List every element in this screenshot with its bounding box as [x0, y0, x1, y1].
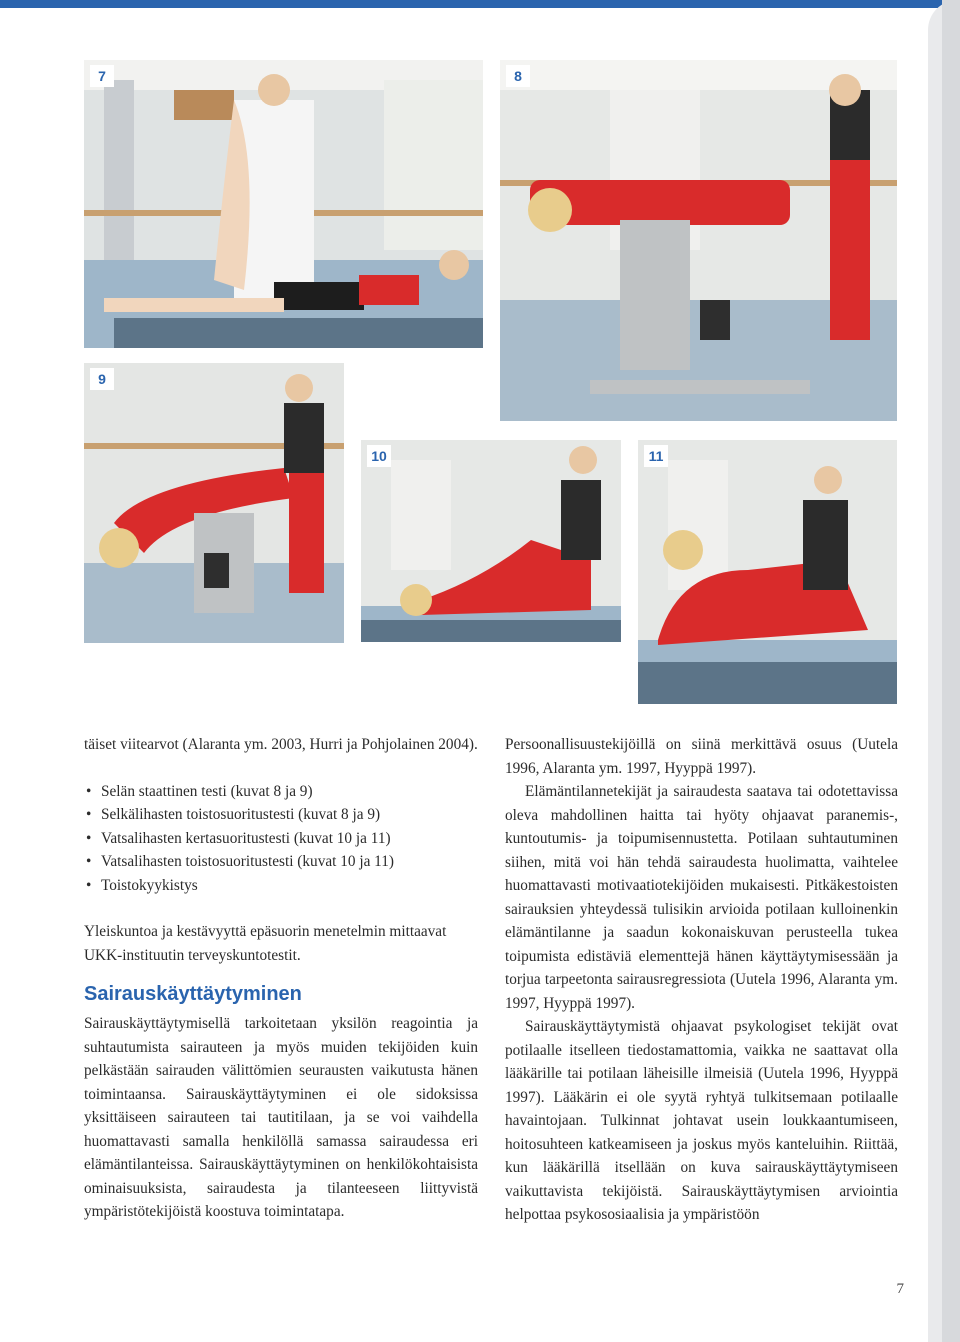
photo-8-illustration — [500, 60, 897, 421]
list-item: • Selkälihasten toistosuoritustesti (kuvat 8 ja 9) — [86, 806, 381, 823]
photo-7 — [84, 60, 483, 348]
list-item: • Vatsalihasten toistosuoritustesti (kuvat 10 ja 11) — [86, 853, 395, 870]
fitness-paragraph: Yleiskuntoa ja kestävyyttä epäsuorin menetelmin mittaavat UKK-instituutin terveyskuntotestit. — [84, 923, 447, 964]
right-paragraph-2: Elämäntilannetekijät ja sairaudesta saatava tai odotettavissa oleva mahdollinen haitta tai hyöty ohjaavat paranemis-, kuntoutumis- ja toipumisennustetta. Potilaan suhtautuminen siihen, mitä voi hän tehdä sairaudesta huolimatta, vaihtelee huomattavasti motivaatiotekijöiden mukaisesti. Pitkäkestoisten sairauksien yhteydessä tulisikin arvioida potilaan kulloinenkin elämäntilanne ja saadun kokonaiskuvan perusteella tukea toipumista edistäviä elementtejä hänen käyttäytymisessään ja torjua tarpeetonta sairausregressiota (Uutela 1996, Alaranta ym. 1997, Hyyppä 1997). — [505, 783, 898, 1012]
test-list — [84, 780, 478, 898]
photo-8 — [500, 60, 897, 421]
right-column — [505, 733, 898, 1227]
list-item: • Vatsalihasten kertasuoritustesti (kuvat 10 ja 11) — [86, 829, 391, 847]
photo-9 — [84, 363, 344, 643]
photo-11 — [638, 440, 897, 704]
top-accent-bar — [0, 0, 960, 8]
photo-7-number: 7 — [90, 65, 114, 87]
photo-8-number: 8 — [506, 65, 530, 87]
intro-paragraph: täiset viitearvot (Alaranta ym. 2003, Hurri ja Pohjolainen 2004). — [84, 736, 478, 753]
photo-10-illustration — [361, 440, 621, 642]
list-item: • Toistokyykistys — [86, 876, 198, 894]
photo-11-illustration — [638, 440, 897, 704]
photo-11-number: 11 — [644, 445, 668, 467]
right-paragraph-1: Persoonallisuustekijöillä on siinä merkittävä osuus (Uutela 1996, Alaranta ym. 1997, Hyyppä 1997). — [505, 736, 898, 777]
section-heading: Sairauskäyttäytyminen — [84, 983, 302, 1005]
left-column — [84, 733, 478, 1224]
photo-10-number: 10 — [367, 445, 391, 467]
side-tab-edge — [942, 0, 960, 1342]
photo-7-illustration — [84, 60, 483, 348]
page-number: 7 — [896, 1281, 904, 1297]
photo-9-number: 9 — [90, 368, 114, 390]
photo-9-illustration — [84, 363, 344, 643]
right-paragraph-3: Sairauskäyttäytymistä ohjaavat psykologiset tekijät ovat potilaalle itselleen tiedostamattomia, vaikka ne saattavat olla lääkärille tai potilaan läheisille ilmeisiä (Uutela 1996, Hyyppä 1997). Lääkärin ei ole syytä ryhtyä tulkitsemaan potilaalle havaintojaan. Tulkinnat johtavat usein loukkaantumiseen, hoitosuhteen katkeamiseen ja joskus myös kanteluihin. Riittää, kun lääkärillä itsellään on kuva sairauskäyttäytymiseen vaikuttavista tekijöistä. Sairauskäyttäytymisen arviointia helpottaa psykososiaalisia ja ympäristöön — [505, 1018, 898, 1223]
photo-10 — [361, 440, 621, 642]
list-item: • Selän staattinen testi (kuvat 8 ja 9) — [86, 782, 313, 800]
section-body: Sairauskäyttäytymisellä tarkoitetaan yksilön reagointia ja suhtautumista sairauteen ja myös muiden tekijöiden kuin pelkästään sairauden välittömien seurausten vaikutusta hänen toimintaansa. Sairauskäyttäytyminen ei ole sidoksissa yksittäiseen sairauteen tai tautitilaan, ja se voi vaihdella huomattavasti samalla henkilöllä samassa sairaudessa eri elämäntilanteissa. Sairauskäyttäytyminen on henkilökohtaisista ominaisuuksista, sairaudesta ja tilanteeseen liittyvistä ympäristötekijöistä koostuva toimintatapa. — [84, 1015, 478, 1220]
